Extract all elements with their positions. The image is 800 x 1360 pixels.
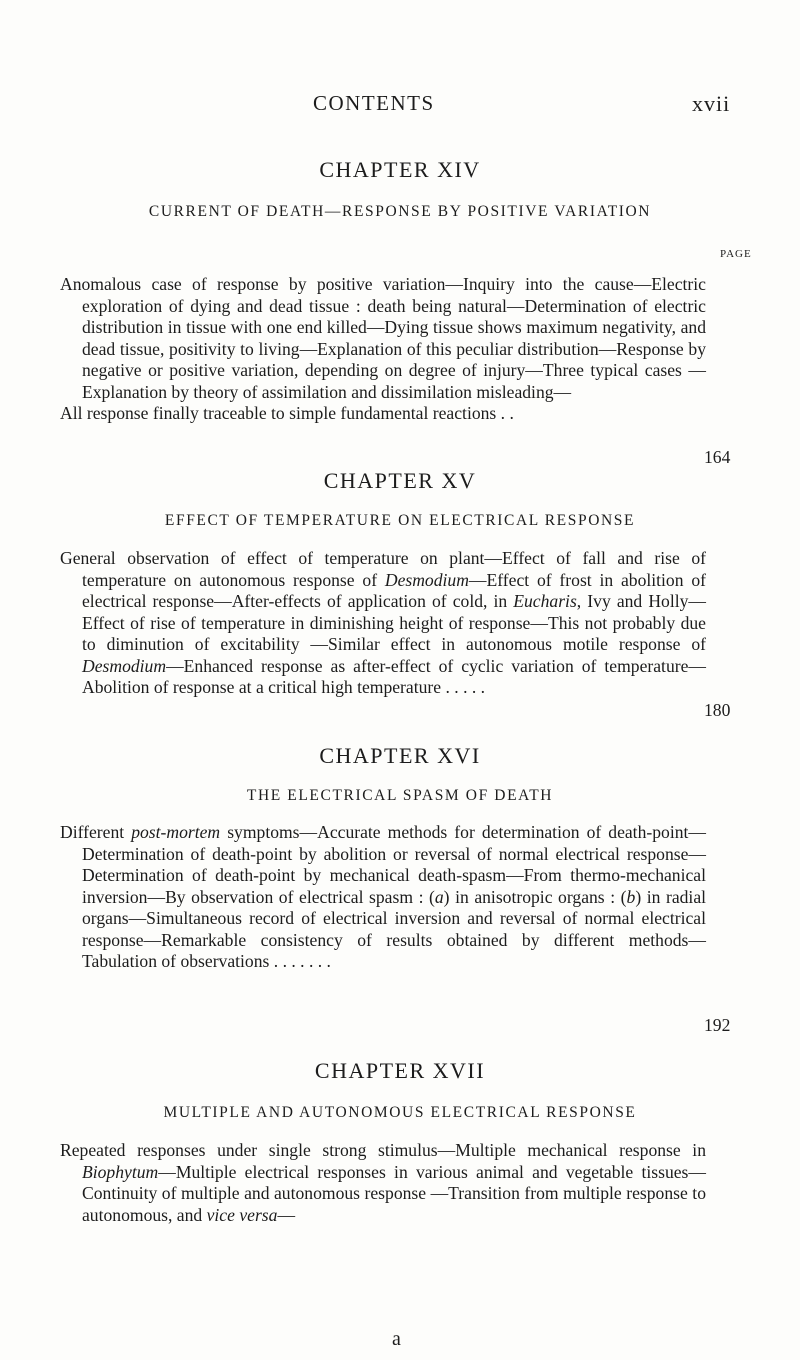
- summary-text: —: [277, 1204, 296, 1225]
- chapter-subtitle: CURRENT OF DEATH—RESPONSE BY POSITIVE VARIATION: [148, 203, 652, 220]
- chapter-title: CHAPTER XIV: [319, 157, 481, 182]
- species-name: Biophytum: [82, 1161, 159, 1182]
- summary-text: Different: [60, 822, 132, 842]
- summary-text: ) in radial organs—Simultaneous record of electrical inversion and reversal of normal electrical response—Remarkable consistency of results obtained by different methods—Tabulation of observations . . . . . . .: [82, 886, 707, 971]
- chapter-summary: [60, 548, 706, 699]
- running-head: [0, 91, 800, 121]
- chapter-title: CHAPTER XVI: [319, 743, 481, 768]
- summary-text: —Multiple electrical responses in various animal and vegetable tissues—Continuity of multiple and autonomous response —Transition from multiple response to autonomous, and: [82, 1161, 706, 1225]
- species-name: Desmodium: [384, 569, 469, 590]
- species-name: Eucharis: [513, 591, 577, 611]
- chapter-summary: [60, 1140, 706, 1226]
- page-number: 180: [704, 700, 731, 720]
- chapter-summary: [60, 274, 706, 425]
- chapter-title: CHAPTER XV: [323, 468, 477, 493]
- page-column-label: PAGE: [720, 248, 752, 260]
- chapter-subtitle: EFFECT OF TEMPERATURE ON ELECTRICAL RESPONSE: [164, 512, 636, 529]
- species-name: Desmodium: [82, 655, 167, 676]
- chapter-title: CHAPTER XVII: [314, 1058, 486, 1083]
- summary-text: Anomalous case of response by positive variation—Inquiry into the cause—Electric exploration of dying and dead tissue : death being natural—Determination of electric distribution in tissue with one end killed—Dying tissue shows maximum negativity, and dead tissue, positivity to living—Explanation of this peculiar distribution—Response by negative or positive variation, depending on degree of injury—Three typical cases —Explanation by theory of assimilation and dissimilation misleading—: [60, 274, 706, 402]
- signature-mark: a: [392, 1328, 401, 1350]
- summary-text: ) in anisotropic organs : (: [443, 886, 627, 907]
- running-head-page-numeral: xvii: [692, 91, 731, 116]
- summary-text-last-line: All response finally traceable to simple fundamental reactions . .: [60, 403, 514, 423]
- summary-text: , Ivy and Holly—Effect of rise of temperature in diminishing height of response—This not probably due to diminution of excitability —Similar effect in autonomous motile response of: [82, 591, 706, 654]
- summary-text: —Enhanced response as after-effect of cyclic variation of temperature—Abolition of response at a critical high temperature . . . . .: [82, 655, 706, 697]
- italic-term: post-mortem: [131, 822, 221, 842]
- summary-text: symptoms—Accurate methods for determination of death-point—Determination of death-point by abolition or reversal of normal electrical response—Determination of death-point by mechanical death-spasm—From thermo-mechanical inversion—By observation of electrical spasm : (: [82, 822, 706, 907]
- chapter-subtitle: MULTIPLE AND AUTONOMOUS ELECTRICAL RESPONSE: [163, 1104, 637, 1121]
- italic-term: vice versa: [206, 1204, 278, 1225]
- chapter-subtitle: THE ELECTRICAL SPASM OF DEATH: [246, 787, 554, 804]
- summary-text: General observation of effect of temperature on plant—Effect of fall and rise of temperature on autonomous response of: [60, 548, 706, 590]
- page-number: 164: [704, 447, 731, 467]
- summary-text: Repeated responses under single strong stimulus—Multiple mechanical response in: [60, 1140, 706, 1160]
- running-head-title: CONTENTS: [313, 91, 435, 115]
- italic-term: b: [626, 886, 636, 907]
- italic-term: a: [434, 886, 444, 907]
- page-number: 192: [704, 1015, 731, 1035]
- chapter-summary: [60, 822, 706, 973]
- summary-text: —Effect of frost in abolition of electrical response—After-effects of application of cold, in: [82, 569, 706, 611]
